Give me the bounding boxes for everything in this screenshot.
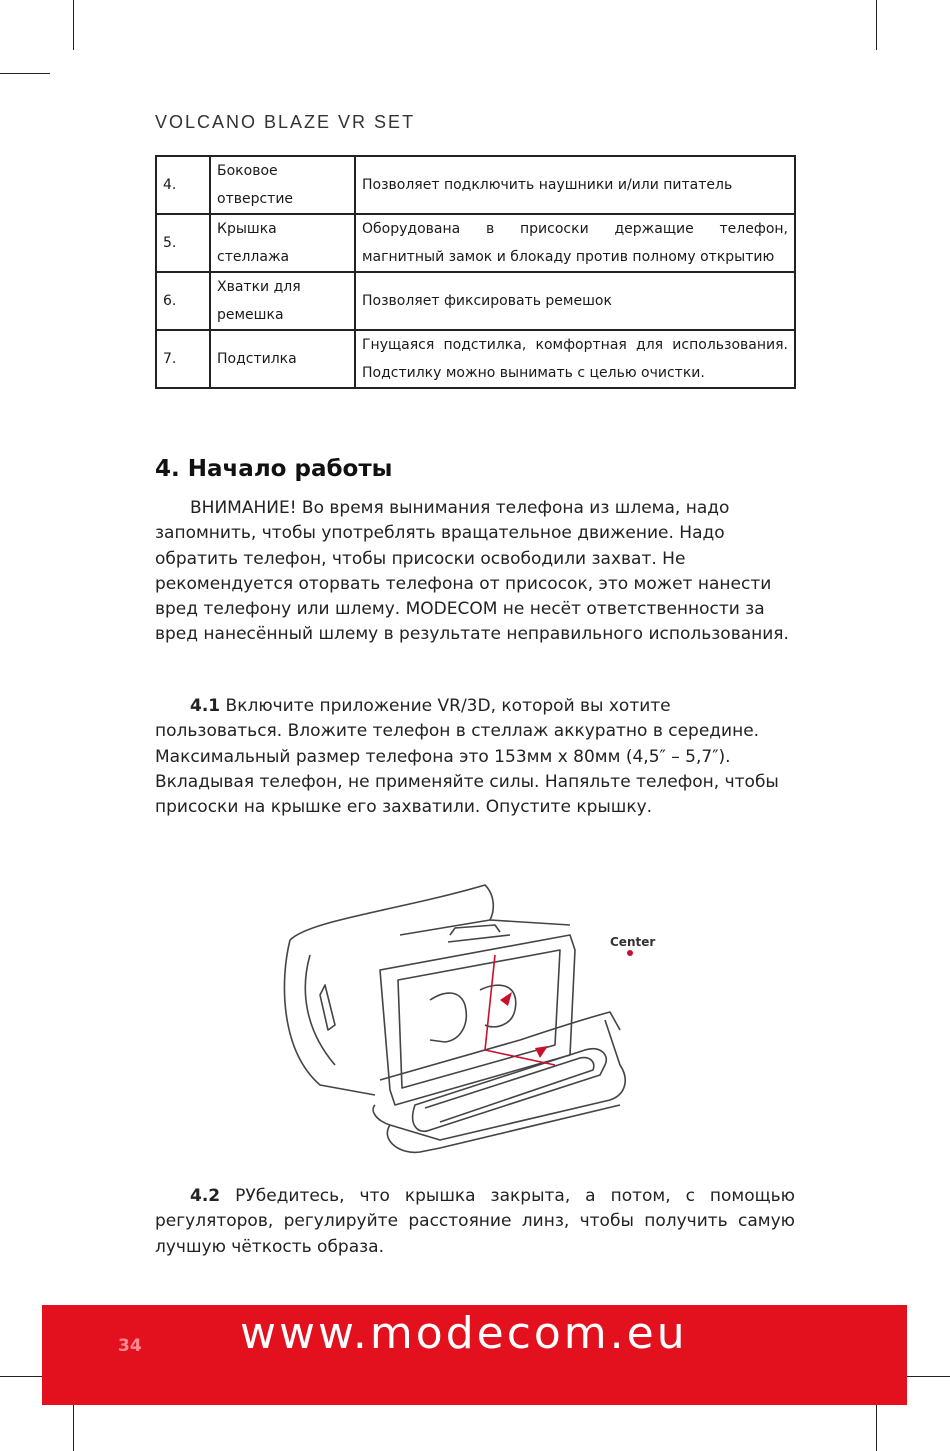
row-number: 6. <box>156 272 210 330</box>
page-number: 34 <box>118 1336 142 1356</box>
crop-mark <box>876 0 877 50</box>
crop-mark <box>73 1400 74 1451</box>
crop-mark <box>0 73 50 74</box>
step-number: 4.1 <box>190 696 221 716</box>
step-4-1-paragraph <box>155 694 795 820</box>
step-text: Включите приложение VR/3D, которой вы хотите пользоваться. Вложите телефон в стеллаж аккуратно в середине. Максимальный размер телефона это 153мм x 80мм (4,5″ – 5,7″). Вкладывая телефон, не применяйте силы. Напяльте телефон, чтобы присоски на крышке его захватили. Опустите крышку. <box>155 696 779 818</box>
warning-paragraph: ВНИМАНИЕ! Во время вынимания телефона из шлема, надо запомнить, чтобы употреблять вращательное движение. Надо обратить телефон, чтобы присоски освободили захват. Не рекомендуется оторвать телефона от присосок, это может нанести вред телефону или шлему. MODECOM не несёт ответственности за вред нанесённый шлему в результате неправильного использования. <box>155 498 789 645</box>
vr-headset-illustration <box>280 880 680 1165</box>
part-name: Боковое отверстие <box>210 156 355 214</box>
row-number: 7. <box>156 330 210 388</box>
step-text: РУбедитесь, что крышка закрыта, а потом, с помощью регуляторов, регулируйте расстояние линз, чтобы получить самую лучшую чёткость образа. <box>155 1186 795 1257</box>
footer-website: www.modecom.eu <box>240 1308 688 1359</box>
crop-mark <box>900 1376 950 1377</box>
row-number: 4. <box>156 156 210 214</box>
row-number: 5. <box>156 214 210 272</box>
part-description: Оборудована в присоски держащие телефон, магнитный замок и блокаду против полному открытию <box>355 214 795 272</box>
table-row <box>156 214 795 272</box>
step-number: 4.2 <box>190 1186 221 1206</box>
table-row <box>156 330 795 388</box>
part-description: Гнущаяся подстилка, комфортная для использования. Подстилку можно вынимать с целью очистки. <box>355 330 795 388</box>
document-header: VOLCANO BLAZE VR SET <box>155 112 416 132</box>
center-label: Center <box>610 935 656 949</box>
table-row <box>156 156 795 214</box>
section-title: 4. Начало работы <box>155 456 393 482</box>
part-description: Позволяет подключить наушники и/или питатель <box>355 156 795 214</box>
step-4-2-paragraph <box>155 1184 795 1260</box>
part-name: Подстилка <box>210 330 355 388</box>
part-name: Хватки для ремешка <box>210 272 355 330</box>
crop-mark <box>73 0 74 50</box>
table-row <box>156 272 795 330</box>
part-name: Крышка стеллажа <box>210 214 355 272</box>
crop-mark <box>876 1400 877 1451</box>
parts-table <box>155 155 796 389</box>
part-description: Позволяет фиксировать ремешок <box>355 272 795 330</box>
